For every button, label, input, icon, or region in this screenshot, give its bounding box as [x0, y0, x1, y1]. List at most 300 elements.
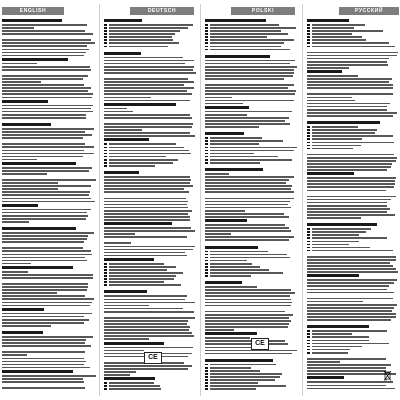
- text-line: [104, 311, 194, 313]
- text-line: [312, 336, 369, 338]
- text-line: [109, 24, 193, 26]
- text-line: [307, 61, 387, 63]
- step-number: [307, 138, 310, 140]
- text-line: [2, 313, 92, 315]
- numbered-step: [307, 42, 398, 44]
- step-number: [307, 349, 310, 351]
- text-line: [210, 156, 279, 158]
- text-line: [2, 305, 90, 307]
- text-line: [210, 36, 267, 38]
- text-line: [210, 46, 282, 48]
- text-line: [307, 304, 397, 306]
- text-line: [205, 93, 295, 95]
- numbered-step: [205, 33, 297, 35]
- numbered-step: [205, 266, 297, 268]
- step-number: [307, 343, 310, 345]
- text-line: [104, 371, 136, 373]
- text-line: [205, 289, 291, 291]
- step-number: [307, 250, 310, 252]
- text-line: [307, 381, 393, 383]
- text-line: [2, 358, 84, 360]
- text-line: [104, 191, 189, 193]
- numbered-step: [104, 278, 196, 280]
- text-line: [104, 326, 190, 328]
- text-line: [205, 114, 247, 116]
- numbered-step: [205, 156, 297, 158]
- numbered-step: [307, 343, 398, 345]
- step-number: [307, 129, 310, 131]
- language-title: POLSKI: [251, 8, 275, 14]
- text-line: [2, 257, 85, 259]
- text-line: [312, 340, 369, 342]
- text-line: [2, 84, 84, 86]
- text-line: [2, 33, 93, 35]
- section-heading: [2, 204, 38, 207]
- text-line: [205, 239, 289, 241]
- text-line: [307, 186, 394, 188]
- step-number: [104, 278, 107, 280]
- numbered-step: [307, 145, 398, 147]
- step-number: [205, 260, 208, 262]
- step-number: [307, 33, 310, 35]
- text-line: [109, 269, 168, 271]
- step-number: [205, 367, 208, 369]
- text-line: [210, 24, 279, 26]
- text-line: [210, 376, 281, 378]
- numbered-step: [205, 30, 297, 32]
- text-line: [307, 78, 392, 80]
- text-line: [205, 326, 288, 328]
- text-line: [307, 87, 393, 89]
- text-line: [104, 188, 184, 190]
- text-line: [104, 108, 127, 110]
- section-heading: [307, 19, 349, 22]
- section-heading: [104, 377, 155, 380]
- text-line: [205, 66, 297, 68]
- text-line: [2, 241, 84, 243]
- text-line: [2, 292, 57, 294]
- text-line: [307, 265, 393, 267]
- text-line: [2, 81, 41, 83]
- step-number: [307, 24, 310, 26]
- text-line: [2, 45, 87, 47]
- section-heading: [104, 290, 147, 293]
- text-line: [205, 224, 285, 226]
- text-line: [205, 63, 290, 65]
- text-line: [2, 87, 91, 89]
- text-line: [2, 134, 92, 136]
- text-line: [312, 126, 358, 128]
- text-line: [2, 339, 86, 341]
- numbered-step: [104, 33, 196, 35]
- text-line: [104, 129, 142, 131]
- text-line: [2, 108, 91, 110]
- section-heading: [2, 331, 43, 334]
- text-line: [210, 364, 276, 366]
- text-line: [210, 159, 293, 161]
- numbered-step: [104, 153, 196, 155]
- section-heading: [205, 19, 266, 22]
- text-line: [2, 49, 89, 51]
- text-line: [104, 317, 195, 319]
- numbered-step: [104, 24, 196, 26]
- text-line: [210, 269, 269, 271]
- text-line: [307, 202, 387, 204]
- step-number: [307, 132, 310, 134]
- text-line: [2, 30, 85, 32]
- text-line: [2, 263, 31, 265]
- ce-mark-icon: CE: [251, 338, 269, 350]
- text-line: [205, 188, 291, 190]
- text-line: [307, 313, 396, 315]
- text-line: [210, 137, 262, 139]
- section-heading: [307, 223, 377, 226]
- section-heading: [205, 332, 257, 335]
- text-line: [109, 162, 174, 164]
- step-number: [205, 39, 208, 41]
- text-line: [312, 237, 388, 239]
- numbered-step: [205, 251, 297, 253]
- text-line: [312, 33, 352, 35]
- text-line: [2, 316, 84, 318]
- text-line: [104, 93, 192, 95]
- step-number: [307, 241, 310, 243]
- text-line: [307, 160, 396, 162]
- section-heading: [104, 103, 176, 106]
- numbered-step: [307, 234, 398, 236]
- text-line: [307, 388, 395, 390]
- text-line: [2, 153, 94, 155]
- text-line: [205, 320, 291, 322]
- text-line: [2, 302, 92, 304]
- text-line: [2, 156, 83, 158]
- text-line: [307, 93, 393, 95]
- text-line: [307, 97, 352, 99]
- section-heading: [307, 274, 359, 277]
- text-line: [210, 251, 269, 253]
- language-header-deutsch: [130, 7, 194, 15]
- text-line: [104, 302, 195, 304]
- text-line: [104, 305, 149, 307]
- text-line: [104, 66, 194, 68]
- numbered-step: [307, 349, 398, 351]
- text-line: [104, 72, 196, 74]
- numbered-step: [307, 352, 398, 354]
- text-line: [205, 286, 257, 288]
- step-number: [104, 156, 107, 158]
- step-number: [307, 126, 310, 128]
- text-line: [2, 117, 86, 119]
- text-line: [2, 137, 83, 139]
- text-line: [2, 215, 88, 217]
- language-header-english: [2, 7, 64, 15]
- text-line: [2, 381, 84, 383]
- text-line: [307, 289, 387, 291]
- text-line: [2, 146, 94, 148]
- text-line: [2, 218, 86, 220]
- text-line: [205, 120, 285, 122]
- text-line: [2, 55, 84, 57]
- numbered-step: [205, 49, 297, 51]
- text-line: [109, 263, 165, 265]
- text-line: [2, 173, 47, 175]
- numbered-step: [205, 275, 297, 277]
- language-header-russian: [339, 7, 399, 15]
- text-line: [205, 117, 289, 119]
- column-russian: [303, 0, 400, 400]
- text-line: [210, 379, 275, 381]
- text-line: [2, 128, 94, 130]
- section-heading: [205, 359, 273, 362]
- numbered-step: [205, 385, 297, 387]
- numbered-step: [104, 272, 196, 274]
- text-line: [104, 323, 187, 325]
- text-line: [2, 93, 93, 95]
- numbered-step: [104, 263, 196, 265]
- numbered-step: [307, 39, 398, 41]
- section-heading: [307, 70, 342, 73]
- numbered-step: [307, 346, 398, 348]
- step-number: [104, 30, 107, 32]
- text-line: [307, 163, 392, 165]
- section-heading: [104, 258, 154, 261]
- text-line: [2, 39, 91, 41]
- numbered-step: [307, 24, 398, 26]
- text-line: [307, 262, 390, 264]
- step-number: [205, 162, 208, 164]
- text-line: [104, 111, 133, 113]
- text-line: [307, 157, 397, 159]
- step-number: [104, 263, 107, 265]
- text-line: [205, 317, 289, 319]
- text-line: [312, 352, 349, 354]
- text-line: [109, 153, 191, 155]
- text-line: [307, 268, 396, 270]
- step-number: [205, 275, 208, 277]
- text-line: [104, 100, 190, 102]
- step-number: [104, 24, 107, 26]
- numbered-step: [104, 269, 196, 271]
- numbered-step: [307, 247, 398, 249]
- text-line: [205, 111, 292, 113]
- text-line: [2, 319, 89, 321]
- language-title: ENGLISH: [19, 8, 47, 14]
- text-line: [2, 354, 27, 356]
- text-line: [307, 217, 361, 219]
- step-number: [205, 140, 208, 142]
- text-line: [104, 210, 192, 212]
- text-line: [2, 170, 89, 172]
- step-number: [307, 228, 310, 230]
- text-line: [312, 148, 354, 150]
- step-number: [205, 153, 208, 155]
- text-line: [205, 233, 231, 235]
- numbered-step: [205, 370, 297, 372]
- text-line: [109, 382, 154, 384]
- language-header-polski: [231, 7, 295, 15]
- numbered-step: [307, 135, 398, 137]
- text-line: [2, 24, 87, 26]
- text-line: [307, 67, 349, 69]
- numbered-step: [104, 266, 196, 268]
- section-heading: [2, 308, 44, 311]
- text-line: [2, 198, 91, 200]
- text-line: [307, 370, 386, 372]
- numbered-step: [205, 140, 297, 142]
- step-number: [104, 150, 107, 152]
- numbered-step: [205, 367, 297, 369]
- text-line: [205, 84, 294, 86]
- step-number: [205, 49, 208, 51]
- text-line: [109, 284, 181, 286]
- text-line: [2, 191, 90, 193]
- text-line: [210, 275, 252, 277]
- text-line: [2, 143, 85, 145]
- text-line: [205, 87, 288, 89]
- text-line: [205, 305, 291, 307]
- text-line: [2, 75, 88, 77]
- text-line: [312, 36, 363, 38]
- section-heading: [307, 121, 380, 124]
- text-line: [109, 159, 179, 161]
- text-line: [307, 166, 391, 168]
- numbered-step: [307, 340, 398, 342]
- numbered-step: [104, 165, 196, 167]
- text-line: [104, 198, 186, 200]
- section-heading: [205, 219, 247, 222]
- numbered-step: [307, 36, 398, 38]
- text-line: [104, 230, 195, 232]
- numbered-step: [205, 147, 297, 149]
- text-line: [104, 335, 194, 337]
- numbered-step: [307, 27, 398, 29]
- language-title: DEUTSCH: [147, 8, 177, 14]
- text-line: [205, 353, 292, 355]
- text-line: [2, 111, 93, 113]
- text-line: [2, 325, 51, 327]
- text-line: [104, 126, 192, 128]
- step-number: [205, 156, 208, 158]
- numbered-step: [307, 333, 398, 335]
- section-heading: [2, 19, 62, 22]
- text-line: [210, 367, 251, 369]
- text-line: [2, 387, 85, 389]
- step-number: [307, 39, 310, 41]
- step-number: [205, 143, 208, 145]
- text-line: [2, 209, 91, 211]
- step-number: [104, 284, 107, 286]
- text-line: [2, 212, 87, 214]
- text-line: [307, 385, 386, 387]
- text-line: [307, 169, 387, 171]
- text-line: [104, 374, 130, 376]
- text-line: [307, 316, 396, 318]
- text-line: [312, 247, 371, 249]
- text-line: [109, 143, 176, 145]
- text-line: [205, 179, 289, 181]
- text-line: [104, 135, 195, 137]
- numbered-step: [205, 159, 297, 161]
- step-number: [104, 33, 107, 35]
- text-line: [307, 282, 394, 284]
- text-line: [2, 69, 91, 71]
- language-title: РУССКИЙ: [354, 8, 384, 14]
- numbered-step: [205, 27, 297, 29]
- text-line: [205, 216, 289, 218]
- step-number: [307, 244, 310, 246]
- numbered-step: [104, 39, 196, 41]
- numbered-step: [205, 162, 297, 164]
- text-line: [205, 176, 294, 178]
- text-line: [210, 254, 288, 256]
- step-number: [205, 147, 208, 149]
- text-line: [205, 337, 250, 339]
- text-line: [307, 285, 389, 287]
- text-line: [205, 126, 259, 128]
- column-text-block: [307, 19, 398, 394]
- text-line: [312, 42, 389, 44]
- numbered-step: [205, 137, 297, 139]
- numbered-step: [205, 46, 297, 48]
- numbered-step: [307, 336, 398, 338]
- step-number: [104, 42, 107, 44]
- numbered-step: [307, 244, 398, 246]
- text-line: [205, 185, 292, 187]
- numbered-step: [307, 330, 398, 332]
- text-line: [210, 385, 286, 387]
- step-number: [104, 385, 107, 387]
- text-line: [307, 55, 397, 57]
- text-line: [109, 30, 180, 32]
- text-line: [205, 295, 290, 297]
- step-number: [205, 254, 208, 256]
- numbered-step: [307, 30, 398, 32]
- text-line: [312, 231, 366, 233]
- step-number: [307, 148, 310, 150]
- section-heading: [205, 168, 263, 171]
- text-line: [307, 298, 393, 300]
- text-line: [2, 375, 96, 377]
- step-number: [205, 27, 208, 29]
- step-number: [205, 364, 208, 366]
- text-line: [312, 343, 389, 345]
- step-number: [205, 269, 208, 271]
- numbered-step: [307, 228, 398, 230]
- step-number: [104, 272, 107, 274]
- text-line: [104, 204, 187, 206]
- text-line: [2, 367, 90, 369]
- numbered-step: [104, 162, 196, 164]
- text-line: [109, 147, 185, 149]
- text-line: [307, 81, 389, 83]
- step-number: [307, 247, 310, 249]
- step-number: [205, 263, 208, 265]
- text-line: [307, 84, 393, 86]
- text-line: [109, 275, 177, 277]
- text-line: [205, 191, 294, 193]
- text-line: [205, 69, 294, 71]
- step-number: [307, 27, 310, 29]
- section-heading: [2, 227, 76, 230]
- step-number: [205, 36, 208, 38]
- numbered-step: [205, 24, 297, 26]
- numbered-step: [104, 388, 196, 390]
- step-number: [307, 145, 310, 147]
- text-line: [205, 340, 285, 342]
- text-line: [104, 227, 191, 229]
- text-line: [2, 247, 83, 249]
- text-line: [2, 66, 90, 68]
